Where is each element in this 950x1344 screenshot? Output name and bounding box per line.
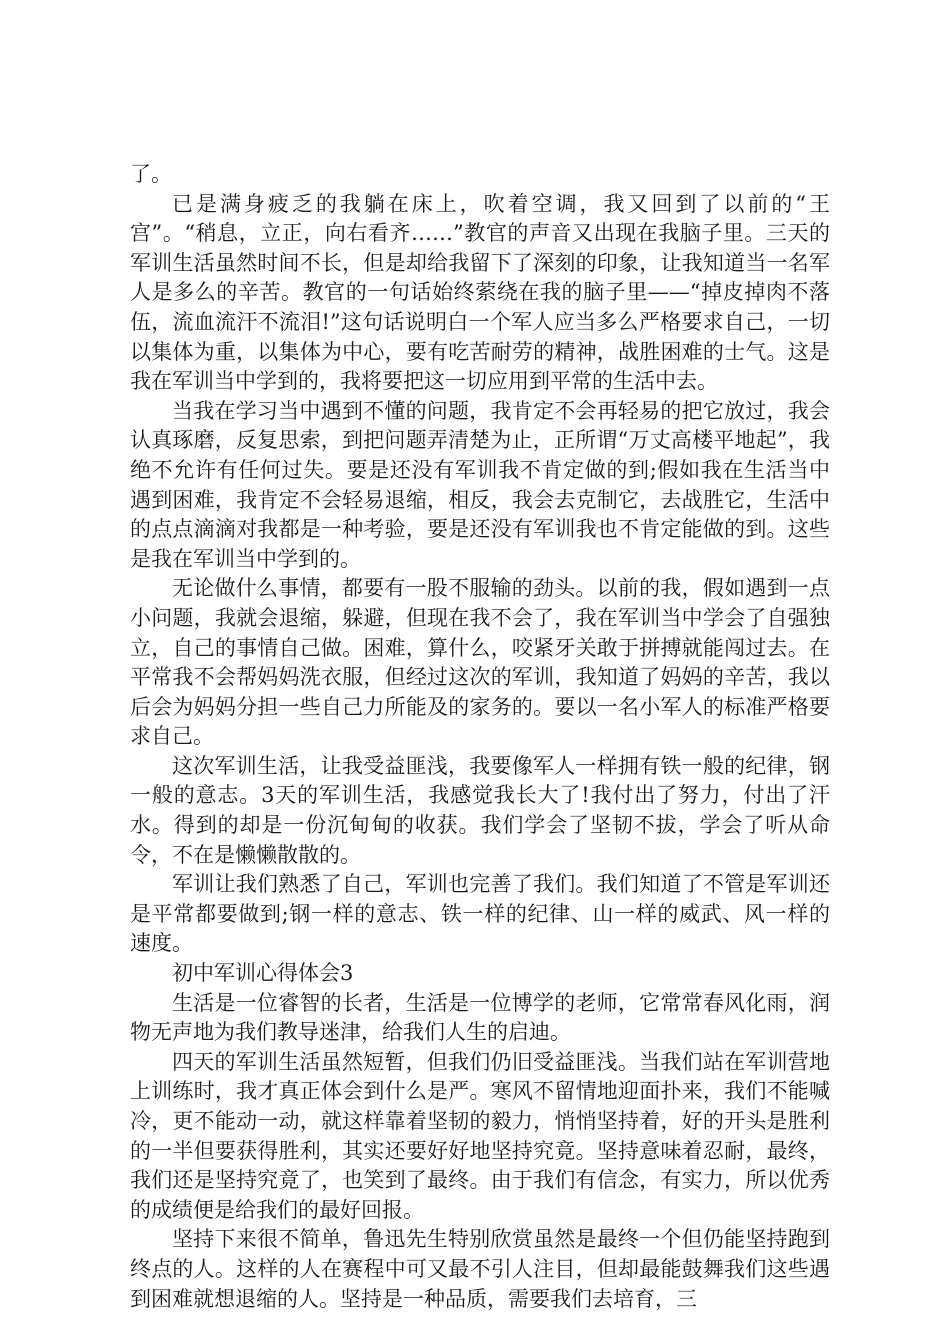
paragraph: 军训让我们熟悉了自己，军训也完善了我们。我们知道了不管是军训还是平常都要做到;钢一样的意志、铁一样的纪律、山一样的威武、风一样的速度。 bbox=[130, 872, 830, 956]
paragraph-continuation: 了。 bbox=[130, 162, 172, 186]
document-body bbox=[130, 160, 830, 1314]
paragraph: 已是满身疲乏的我躺在床上，吹着空调，我又回到了以前的“王宫”。“稍息，立正，向右看齐……”教官的声音又出现在我脑子里。三天的军训生活虽然时间不长，但是却给我留下了深刻的印象，让我知道当一名军人是多么的辛苦。教官的一句话始终萦绕在我的脑子里——“掉皮掉肉不落伍，流血流汗不流泪!”这句话说明白一个军人应当多么严格要求自己，一切以集体为重，以集体为中心，要有吃苦耐劳的精神，战胜困难的士气。这是我在军训当中学到的，我将要把这一切应用到平常的生活中去。 bbox=[130, 191, 830, 394]
paragraph: 无论做什么事情，都要有一股不服输的劲头。以前的我，假如遇到一点小问题，我就会退缩，躲避，但现在我不会了，我在军训当中学会了自强独立，自己的事情自己做。困难，算什么，咬紧牙关敢于拼搏就能闯过去。在平常我不会帮妈妈洗衣服，但经过这次的军训，我知道了妈妈的辛苦，我以后会为妈妈分担一些自己力所能及的家务的。要以一名小军人的标准严格要求自己。 bbox=[130, 576, 830, 749]
paragraph: 坚持下来很不简单，鲁迅先生特别欣赏虽然是最终一个但仍能坚持跑到终点的人。这样的人在赛程中可又最不引人注目，但却最能鼓舞我们这些遇到困难就想退缩的人。坚持是一种品质，需要我们去培育，三 bbox=[130, 1227, 830, 1311]
paragraph: 生活是一位睿智的长者，生活是一位博学的老师，它常常春风化雨，润物无声地为我们教导迷津，给我们人生的启迪。 bbox=[130, 990, 830, 1045]
paragraph: 当我在学习当中遇到不懂的问题，我肯定不会再轻易的把它放过，我会认真琢磨，反复思索，到把问题弄清楚为止，正所谓“万丈高楼平地起”，我绝不允许有任何过失。要是还没有军训我不肯定做的到;假如我在生活当中遇到困难，我肯定不会轻易退缩，相反，我会去克制它，去战胜它，生活中的点点滴滴对我都是一种考验，要是还没有军训我也不肯定能做的到。这些是我在军训当中学到的。 bbox=[130, 398, 830, 571]
paragraph: 四天的军训生活虽然短暂，但我们仍旧受益匪浅。当我们站在军训营地上训练时，我才真正体会到什么是严。寒风不留情地迎面扑来，我们不能喊冷，更不能动一动，就这样靠着坚韧的毅力，悄悄坚持着，好的开头是胜利的一半但要获得胜利，其实还要好好地坚持究竟。坚持意味着忍耐，最终，我们还是坚持究竟了，也笑到了最终。由于我们有信念，有实力，所以优秀的成绩便是给我们的最好回报。 bbox=[130, 1049, 830, 1222]
paragraph: 这次军训生活，让我受益匪浅，我要像军人一样拥有铁一般的纪律，钢一般的意志。3天的军训生活，我感觉我长大了!我付出了努力，付出了汗水。得到的却是一份沉甸甸的收获。我们学会了坚韧不拔，学会了听从命令，不在是懒懒散散的。 bbox=[130, 753, 830, 867]
section-heading: 初中军训心得体会3 bbox=[172, 961, 354, 986]
